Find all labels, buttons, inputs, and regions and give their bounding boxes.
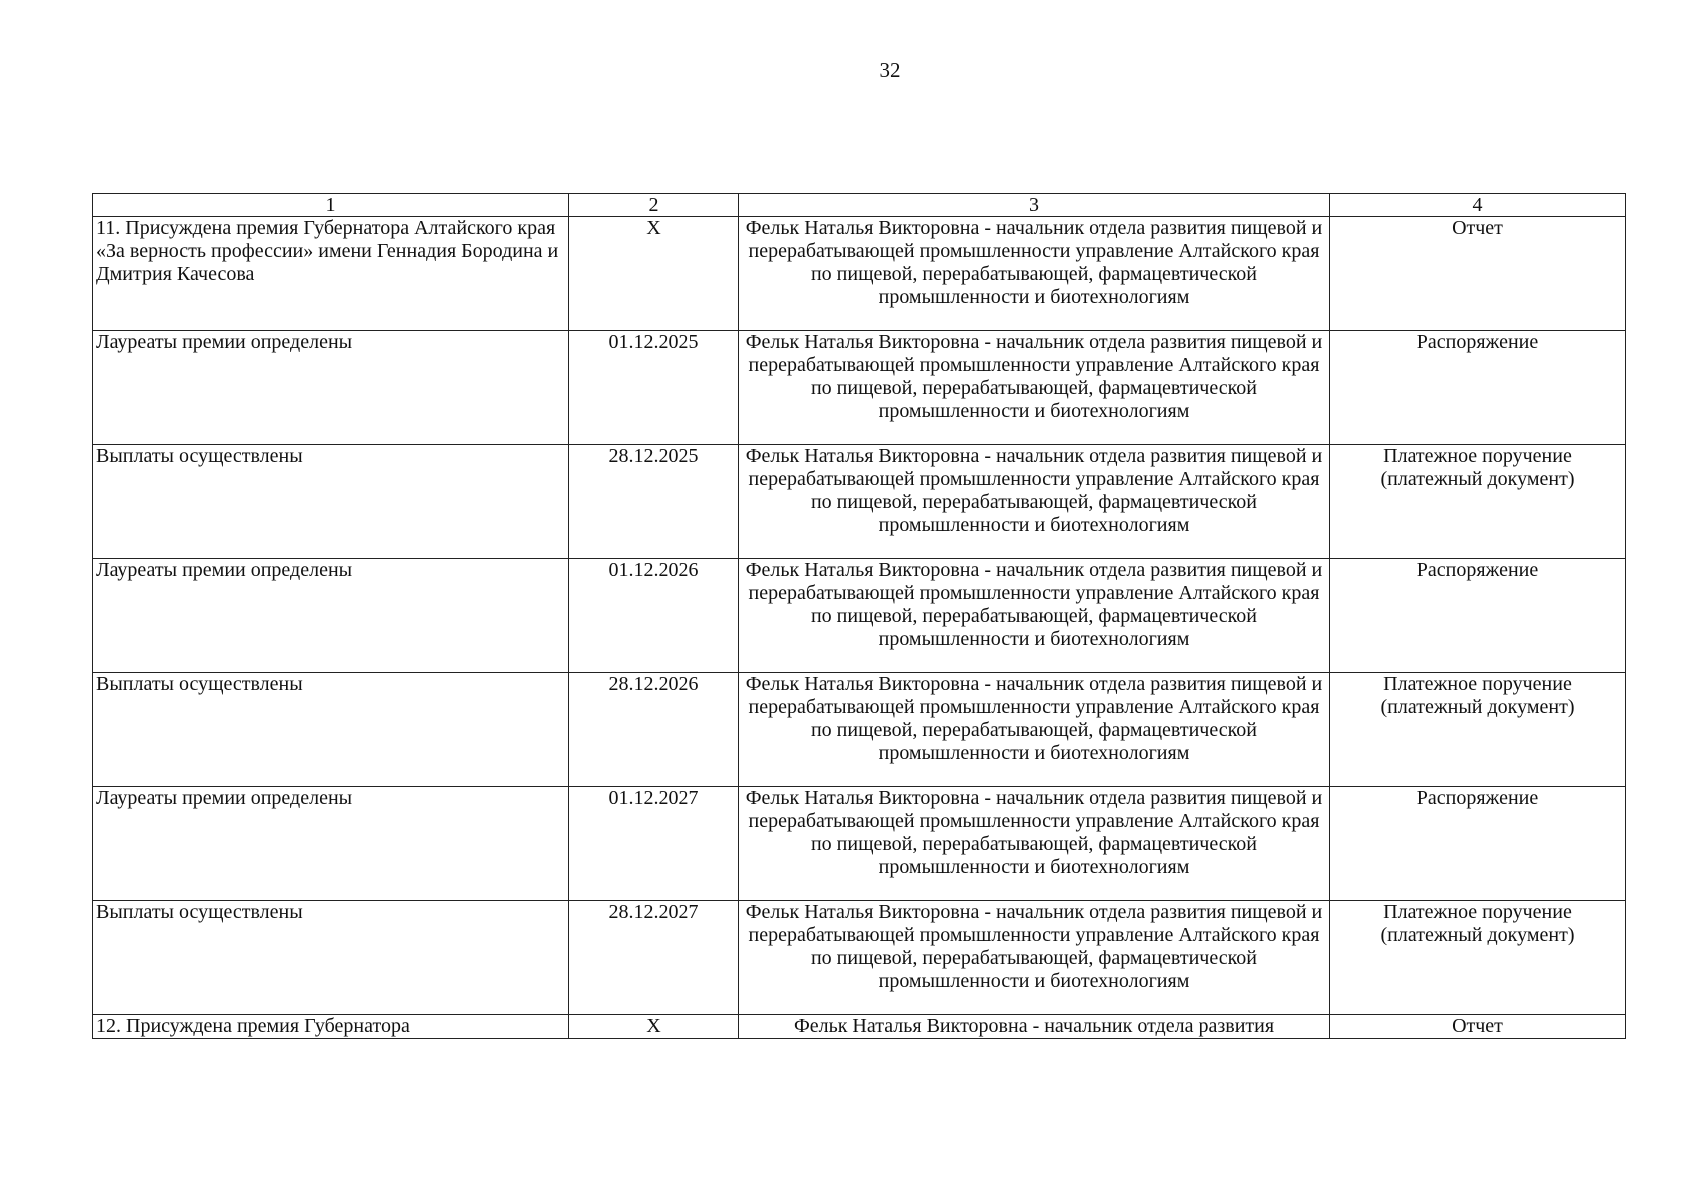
column-header-2: 2 [569,194,739,217]
responsible-cell: Фельк Наталья Викторовна - начальник отдела развития пищевой и перерабатывающей промышленности управление Алтайского края по пищевой, перерабатывающей, фармацевтической промышленности и биотехнологиям [739,787,1330,901]
column-header-3: 3 [739,194,1330,217]
table-row [93,1015,1626,1039]
event-cell: Выплаты осуществлены [93,445,569,559]
date-cell: 01.12.2025 [569,331,739,445]
document-cell: Распоряжение [1330,787,1626,901]
table-row [93,559,1626,673]
column-header-4: 4 [1330,194,1626,217]
responsible-cell: Фельк Наталья Викторовна - начальник отдела развития пищевой и перерабатывающей промышленности управление Алтайского края по пищевой, перерабатывающей, фармацевтической промышленности и биотехнологиям [739,445,1330,559]
column-header-1: 1 [93,194,569,217]
document-cell: Платежное поручение (платежный документ) [1330,673,1626,787]
date-cell: X [569,1015,739,1039]
table-row [93,445,1626,559]
document-cell: Распоряжение [1330,559,1626,673]
date-cell: 01.12.2026 [569,559,739,673]
document-cell: Платежное поручение (платежный документ) [1330,445,1626,559]
table-row [93,673,1626,787]
responsible-cell: Фельк Наталья Викторовна - начальник отдела развития [739,1015,1330,1039]
implementation-plan-table [92,193,1626,1039]
event-cell: 11. Присуждена премия Губернатора Алтайского края «За верность профессии» имени Геннадия Бородина и Дмитрия Качесова [93,217,569,331]
table-row [93,331,1626,445]
event-cell: Выплаты осуществлены [93,673,569,787]
event-cell: Лауреаты премии определены [93,331,569,445]
table-row [93,217,1626,331]
table-row [93,787,1626,901]
responsible-cell: Фельк Наталья Викторовна - начальник отдела развития пищевой и перерабатывающей промышленности управление Алтайского края по пищевой, перерабатывающей, фармацевтической промышленности и биотехнологиям [739,331,1330,445]
responsible-cell: Фельк Наталья Викторовна - начальник отдела развития пищевой и перерабатывающей промышленности управление Алтайского края по пищевой, перерабатывающей, фармацевтической промышленности и биотехнологиям [739,901,1330,1015]
date-cell: 01.12.2027 [569,787,739,901]
document-cell: Отчет [1330,217,1626,331]
document-cell: Платежное поручение (платежный документ) [1330,901,1626,1015]
table-header-row [93,194,1626,217]
table-row [93,901,1626,1015]
date-cell: 28.12.2027 [569,901,739,1015]
event-cell: Лауреаты премии определены [93,559,569,673]
document-cell: Отчет [1330,1015,1626,1039]
date-cell: X [569,217,739,331]
page-number: 32 [879,58,901,82]
responsible-cell: Фельк Наталья Викторовна - начальник отдела развития пищевой и перерабатывающей промышленности управление Алтайского края по пищевой, перерабатывающей, фармацевтической промышленности и биотехнологиям [739,559,1330,673]
date-cell: 28.12.2025 [569,445,739,559]
date-cell: 28.12.2026 [569,673,739,787]
responsible-cell: Фельк Наталья Викторовна - начальник отдела развития пищевой и перерабатывающей промышленности управление Алтайского края по пищевой, перерабатывающей, фармацевтической промышленности и биотехнологиям [739,673,1330,787]
responsible-cell: Фельк Наталья Викторовна - начальник отдела развития пищевой и перерабатывающей промышленности управление Алтайского края по пищевой, перерабатывающей, фармацевтической промышленности и биотехнологиям [739,217,1330,331]
document-cell: Распоряжение [1330,331,1626,445]
event-cell: Выплаты осуществлены [93,901,569,1015]
event-cell: Лауреаты премии определены [93,787,569,901]
event-cell: 12. Присуждена премия Губернатора [93,1015,569,1039]
